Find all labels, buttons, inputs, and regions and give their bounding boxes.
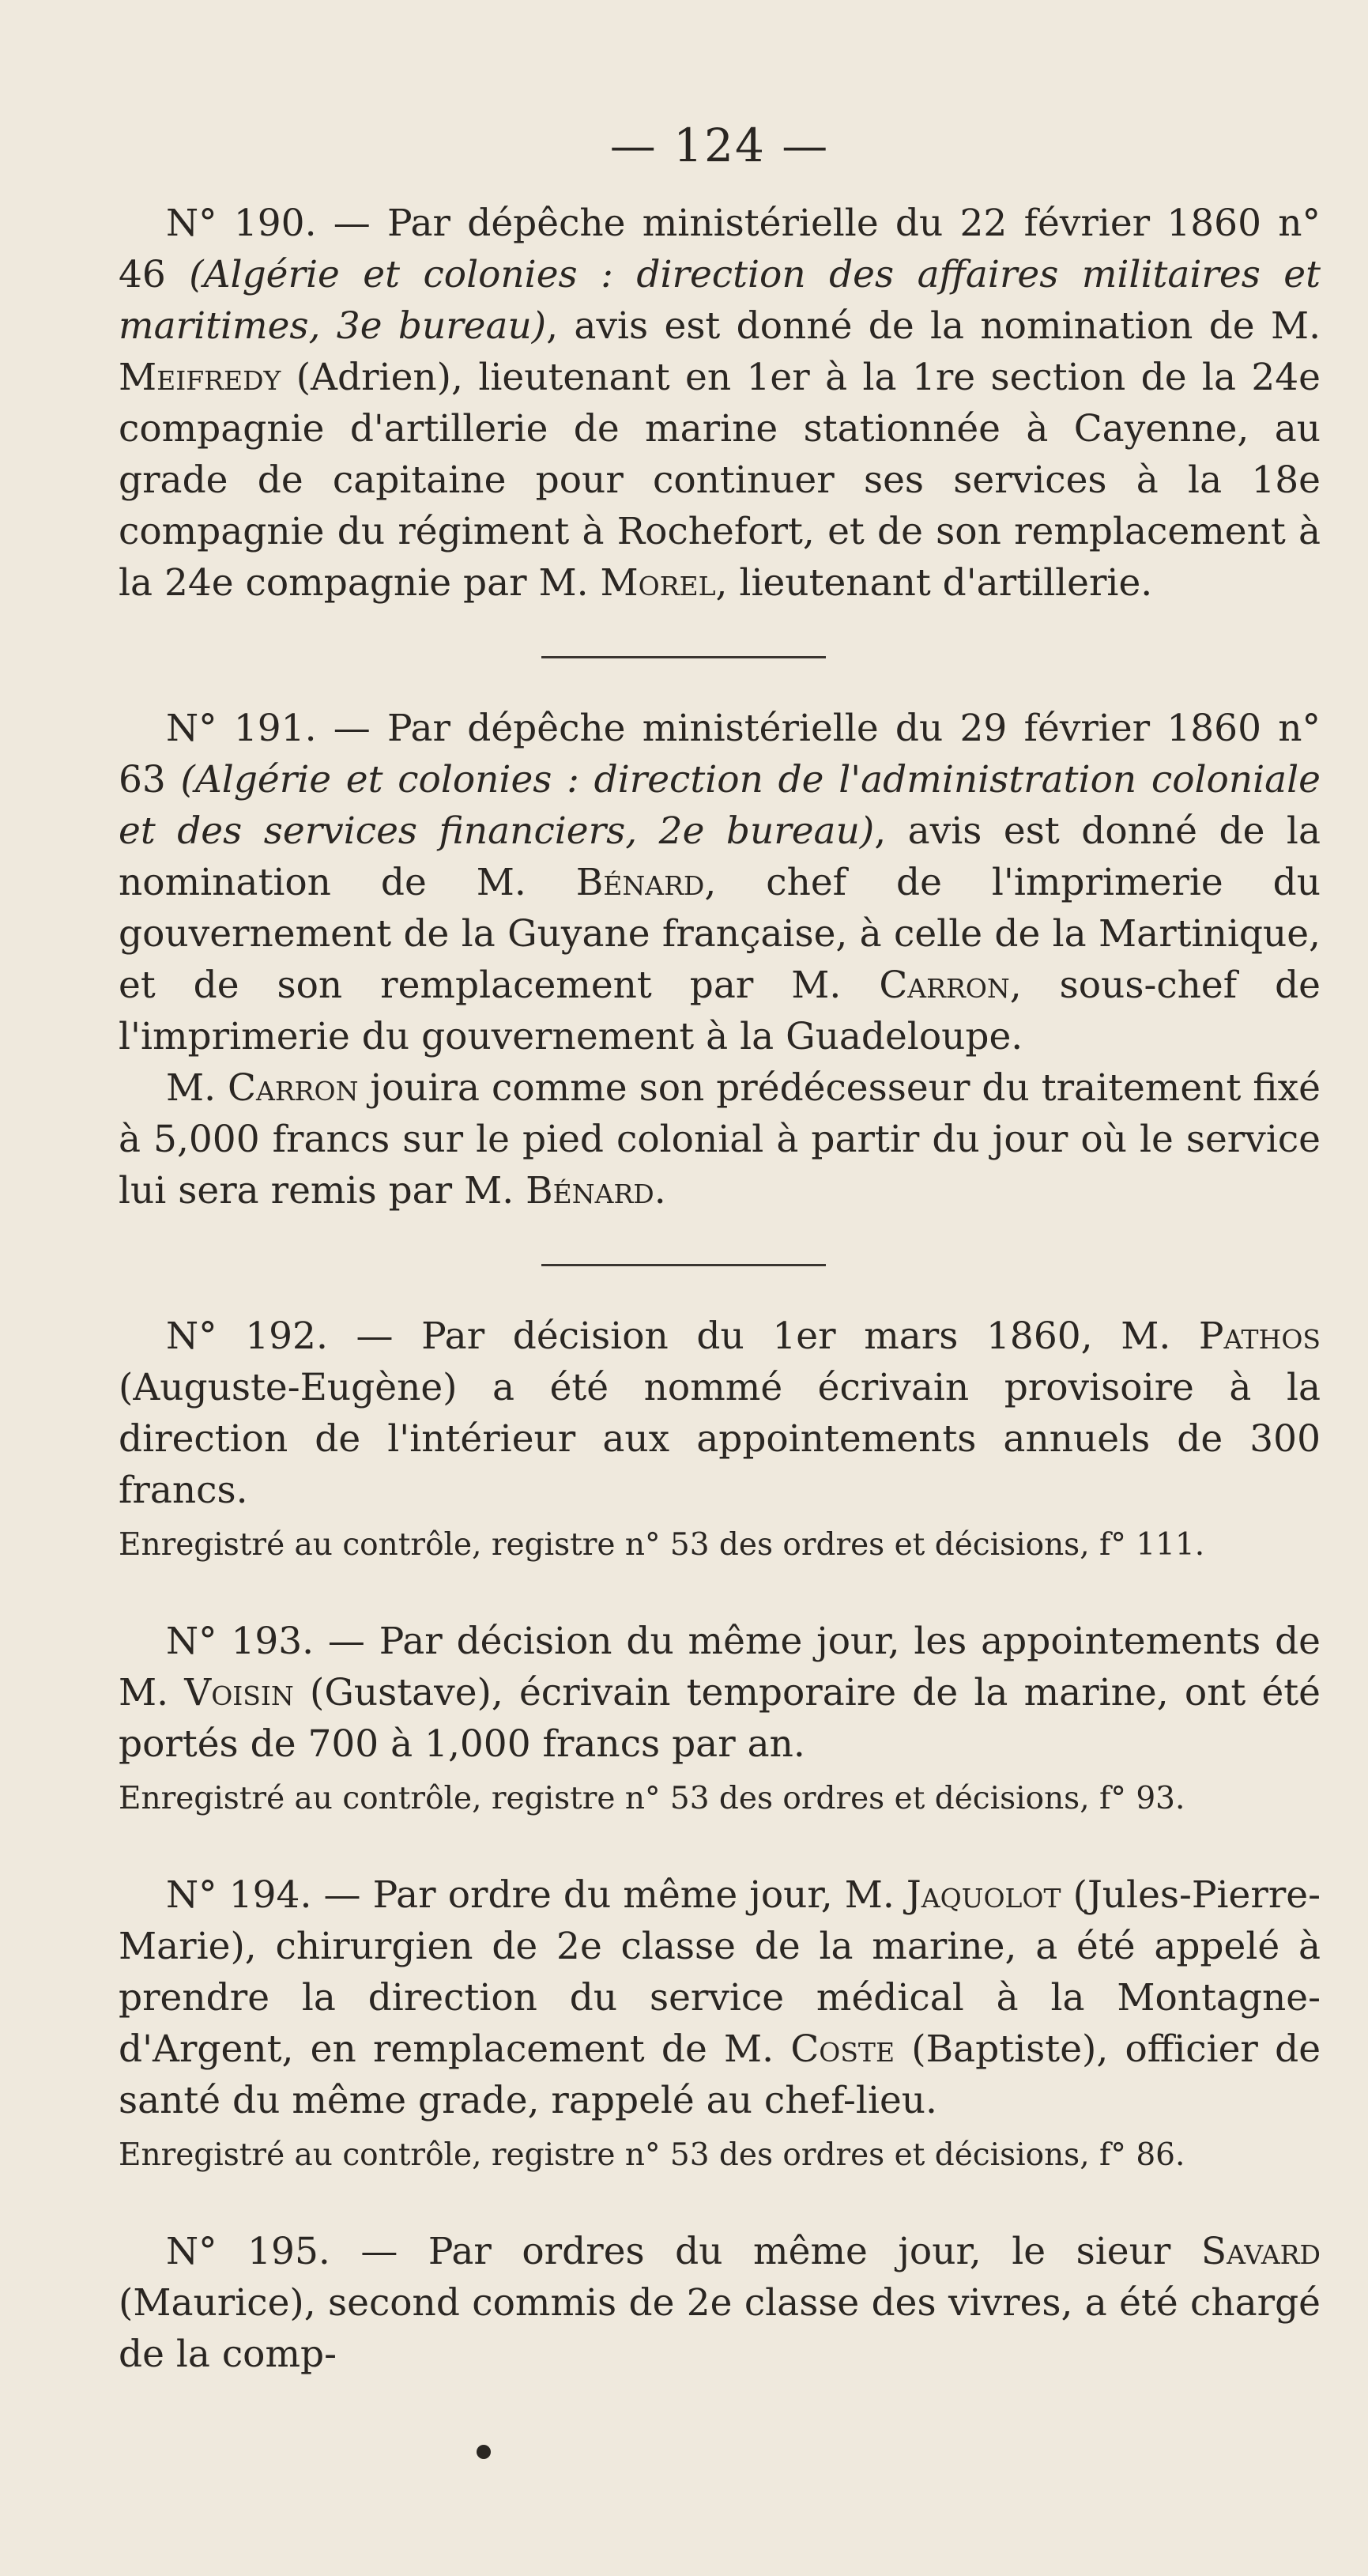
person-name: Savard xyxy=(1200,2230,1321,2273)
entry-193 xyxy=(119,1616,1321,1770)
spacer xyxy=(119,1568,1321,1616)
entry-paragraph: N° 194. — Par ordre du même jour, M. Jaquolot (Jules-Pierre-Marie), chirurgien de 2e classe de la marine, a été appelé à prendre la direction du service médical à la Montagne-d'Argent, en remplacement de M. Coste (Baptiste), officier de santé du même grade, rappelé au chef-lieu. xyxy=(119,1873,1321,2122)
entry-195 xyxy=(119,2226,1321,2380)
entry-192 xyxy=(119,1311,1321,1516)
entry-paragraph: M. Carron jouira comme son prédécesseur du traitement fixé à 5,000 francs sur le pied colonial à partir du jour où le service lui sera remis par M. Bénard. xyxy=(119,1066,1321,1213)
person-name: Coste xyxy=(790,2027,895,2071)
entry-194 xyxy=(119,1869,1321,2126)
person-name: Carron xyxy=(228,1066,359,1110)
spacer xyxy=(119,1822,1321,1869)
person-name: Bénard xyxy=(575,861,705,904)
person-name: Pathos xyxy=(1198,1314,1321,1358)
entry-paragraph: N° 195. — Par ordres du même jour, le sieur Savard (Maurice), second commis de 2e classe des vivres, a été chargé de la comp- xyxy=(119,2230,1321,2376)
entry-191 xyxy=(119,703,1321,1216)
registration-note: Enregistré au contrôle, registre n° 53 des ordres et décisions, f° 86. xyxy=(119,2137,1185,2173)
person-name: Jaquolot xyxy=(906,1873,1061,1917)
section-divider xyxy=(541,1264,826,1266)
department-reference: (Algérie et colonies : direction de l'administration coloniale et des services financiers, 2e bureau) xyxy=(119,758,1321,853)
entry-paragraph: N° 191. — Par dépêche ministérielle du 29 février 1860 n° 63 (Algérie et colonies : direction de l'administration coloniale et des services financiers, 2e bureau), avis est donné de la nomination de M. Bénard, chef de l'imprimerie du gouvernement de la Guyane française, à celle de la Martinique, et de son remplacement par M. Carron, sous-chef de l'imprimerie du gouvernement à la Guadeloupe. xyxy=(119,707,1321,1058)
person-name: Bénard xyxy=(526,1169,654,1213)
ink-spot xyxy=(477,2445,491,2459)
spacer xyxy=(119,2178,1321,2226)
person-name: Morel xyxy=(600,561,716,605)
registration-note: Enregistré au contrôle, registre n° 53 des ordres et décisions, f° 93. xyxy=(119,1781,1185,1816)
entry-paragraph: N° 193. — Par décision du même jour, les appointements de M. Voisin (Gustave), écrivain temporaire de la marine, ont été portés de 700 à 1,000 francs par an. xyxy=(119,1620,1321,1766)
person-name: Meifredy xyxy=(119,356,281,399)
department-reference: (Algérie et colonies : direction des affaires militaires et maritimes, 3e bureau) xyxy=(119,253,1321,348)
section-divider xyxy=(541,656,826,658)
person-name: Voisin xyxy=(184,1671,294,1714)
entry-paragraph: N° 190. — Par dépêche ministérielle du 22 février 1860 n° 46 (Algérie et colonies : direction des affaires militaires et maritimes, 3e bureau), avis est donné de la nomination de M. Meifredy (Adrien), lieutenant en 1er à la 1re section de la 24e compagnie d'artillerie de marine stationnée à Cayenne, au grade de capitaine pour continuer ses services à la 18e compagnie du régiment à Rochefort, et de son remplacement à la 24e compagnie par M. Morel, lieutenant d'artillerie. xyxy=(119,202,1321,605)
entry-190 xyxy=(119,198,1321,609)
registration-note: Enregistré au contrôle, registre n° 53 des ordres et décisions, f° 111. xyxy=(119,1527,1205,1563)
page-number: — 124 — xyxy=(609,119,830,172)
person-name: Carron xyxy=(879,964,1010,1007)
entry-paragraph: N° 192. — Par décision du 1er mars 1860, M. Pathos (Auguste-Eugène) a été nommé écrivain provisoire à la direction de l'intérieur aux appointements annuels de 300 francs. xyxy=(119,1314,1321,1512)
